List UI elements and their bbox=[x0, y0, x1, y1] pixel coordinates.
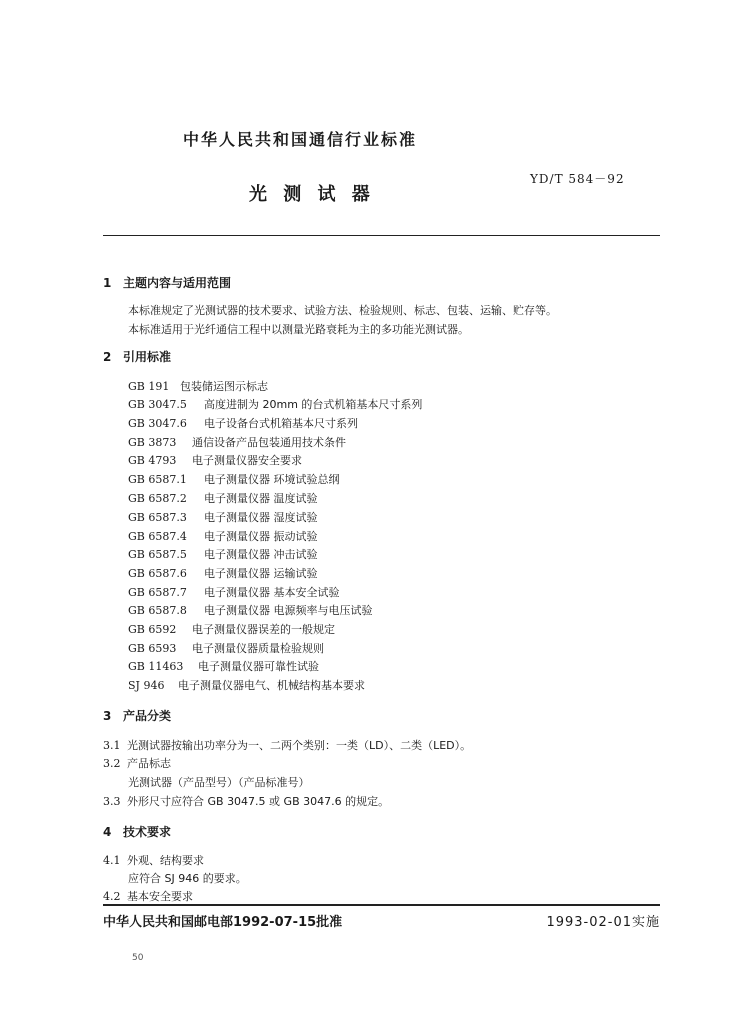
reference-item bbox=[128, 452, 302, 468]
reference-item bbox=[128, 584, 340, 600]
reference-code: GB 3047.5 bbox=[128, 398, 187, 411]
reference-title: 电子测量仪器 电源频率与电压试验 bbox=[204, 604, 373, 617]
clause-text: 基本安全要求 bbox=[127, 890, 193, 903]
section-number: 3 bbox=[103, 709, 112, 723]
header-rule bbox=[103, 235, 660, 236]
section-number: 4 bbox=[103, 825, 112, 839]
reference-code: GB 6587.1 bbox=[128, 473, 187, 486]
reference-title: 电子测量仪器误差的一般规定 bbox=[192, 623, 335, 636]
reference-code: GB 6587.3 bbox=[128, 511, 187, 524]
reference-title: 高度进制为 20mm 的台式机箱基本尺寸系列 bbox=[204, 398, 423, 411]
reference-item bbox=[128, 415, 358, 431]
reference-title: 电子测量仪器可靠性试验 bbox=[198, 660, 319, 673]
clause-number: 3.2 bbox=[103, 757, 121, 770]
clause-number: 4.1 bbox=[103, 854, 121, 867]
reference-title: 电子测量仪器 温度试验 bbox=[204, 492, 318, 505]
reference-code: GB 6587.6 bbox=[128, 567, 187, 580]
scope-line-2: 本标准适用于光纤通信工程中以测量光路衰耗为主的多功能光测试器。 bbox=[128, 323, 469, 336]
reference-title: 电子测量仪器安全要求 bbox=[192, 454, 302, 467]
reference-code: GB 6592 bbox=[128, 623, 177, 636]
clause-text: 外形尺寸应符合 GB 3047.5 或 GB 3047.6 的规定。 bbox=[127, 795, 390, 808]
reference-item bbox=[128, 546, 318, 562]
section-number: 2 bbox=[103, 350, 112, 364]
section-title: 引用标准 bbox=[123, 350, 172, 364]
reference-item bbox=[128, 434, 346, 450]
reference-title: 电子测量仪器 运输试验 bbox=[204, 567, 318, 580]
effective-date: 1993-02-01实施 bbox=[546, 915, 660, 930]
org-title: 中华人民共和国通信行业标准 bbox=[183, 130, 418, 149]
approval-date: 中华人民共和国邮电部1992-07-15批准 bbox=[103, 915, 343, 930]
reference-item bbox=[128, 658, 319, 674]
reference-item bbox=[128, 565, 318, 581]
reference-item bbox=[128, 621, 335, 637]
section-number: 1 bbox=[103, 276, 112, 290]
page-number: 50 bbox=[132, 953, 144, 963]
reference-title: 电子测量仪器 基本安全试验 bbox=[204, 586, 340, 599]
reference-title: 电子测量仪器质量检验规则 bbox=[192, 642, 324, 655]
clause-3-1 bbox=[103, 737, 471, 753]
reference-code: GB 6587.5 bbox=[128, 548, 187, 561]
reference-item bbox=[128, 528, 318, 544]
clause-4-2 bbox=[103, 888, 193, 904]
reference-code: GB 3047.6 bbox=[128, 417, 187, 430]
reference-code: GB 6587.2 bbox=[128, 492, 187, 505]
reference-item bbox=[128, 378, 268, 394]
reference-code: GB 6587.7 bbox=[128, 586, 187, 599]
doc-title: 光 测 试 器 bbox=[249, 184, 370, 205]
clause-text: 光测试器按输出功率分为一、二两个类别：一类（LD）、二类（LED）。 bbox=[127, 739, 472, 752]
reference-code: GB 4793 bbox=[128, 454, 177, 467]
reference-code: GB 11463 bbox=[128, 660, 184, 673]
section-3-heading bbox=[103, 707, 171, 724]
footer-rule bbox=[103, 904, 660, 906]
reference-title: 电子测量仪器 振动试验 bbox=[204, 530, 318, 543]
reference-item bbox=[128, 640, 324, 656]
reference-title: 电子测量仪器 湿度试验 bbox=[204, 511, 318, 524]
reference-code: GB 6593 bbox=[128, 642, 177, 655]
reference-title: 电子测量仪器 环境试验总纲 bbox=[204, 473, 340, 486]
reference-title: 通信设备产品包装通用技术条件 bbox=[192, 436, 346, 449]
clause-number: 3.3 bbox=[103, 795, 121, 808]
scope-line-1: 本标准规定了光测试器的技术要求、试验方法、检验规则、标志、包装、运输、贮存等。 bbox=[128, 304, 557, 317]
reference-item bbox=[128, 471, 340, 487]
reference-code: GB 191 bbox=[128, 380, 170, 393]
reference-code: SJ 946 bbox=[128, 679, 165, 692]
section-4-heading bbox=[103, 823, 171, 840]
clause-text: 产品标志 bbox=[127, 757, 171, 770]
clause-number: 3.1 bbox=[103, 739, 121, 752]
reference-item bbox=[128, 509, 318, 525]
section-2-heading bbox=[103, 348, 171, 365]
clause-4-1-body: 应符合 SJ 946 的要求。 bbox=[128, 872, 247, 885]
reference-title: 电子设备台式机箱基本尺寸系列 bbox=[204, 417, 358, 430]
reference-item bbox=[128, 602, 373, 618]
reference-item bbox=[128, 396, 422, 412]
clause-text: 外观、结构要求 bbox=[127, 854, 204, 867]
reference-item bbox=[128, 677, 365, 693]
reference-title: 包装储运图示标志 bbox=[180, 380, 268, 393]
clause-3-2 bbox=[103, 755, 171, 771]
reference-title: 电子测量仪器电气、机械结构基本要求 bbox=[178, 679, 365, 692]
clause-3-2-body: 光测试器（产品型号）（产品标准号） bbox=[128, 776, 310, 789]
section-1-heading bbox=[103, 274, 231, 291]
reference-code: GB 3873 bbox=[128, 436, 177, 449]
clause-number: 4.2 bbox=[103, 890, 121, 903]
clause-3-3 bbox=[103, 793, 389, 809]
section-title: 技术要求 bbox=[123, 825, 172, 839]
reference-item bbox=[128, 490, 318, 506]
clause-4-1 bbox=[103, 852, 204, 868]
doc-code: YD/T 584－92 bbox=[530, 172, 625, 186]
reference-title: 电子测量仪器 冲击试验 bbox=[204, 548, 318, 561]
section-title: 产品分类 bbox=[123, 709, 172, 723]
reference-code: GB 6587.8 bbox=[128, 604, 187, 617]
reference-code: GB 6587.4 bbox=[128, 530, 187, 543]
section-title: 主题内容与适用范围 bbox=[123, 276, 232, 290]
